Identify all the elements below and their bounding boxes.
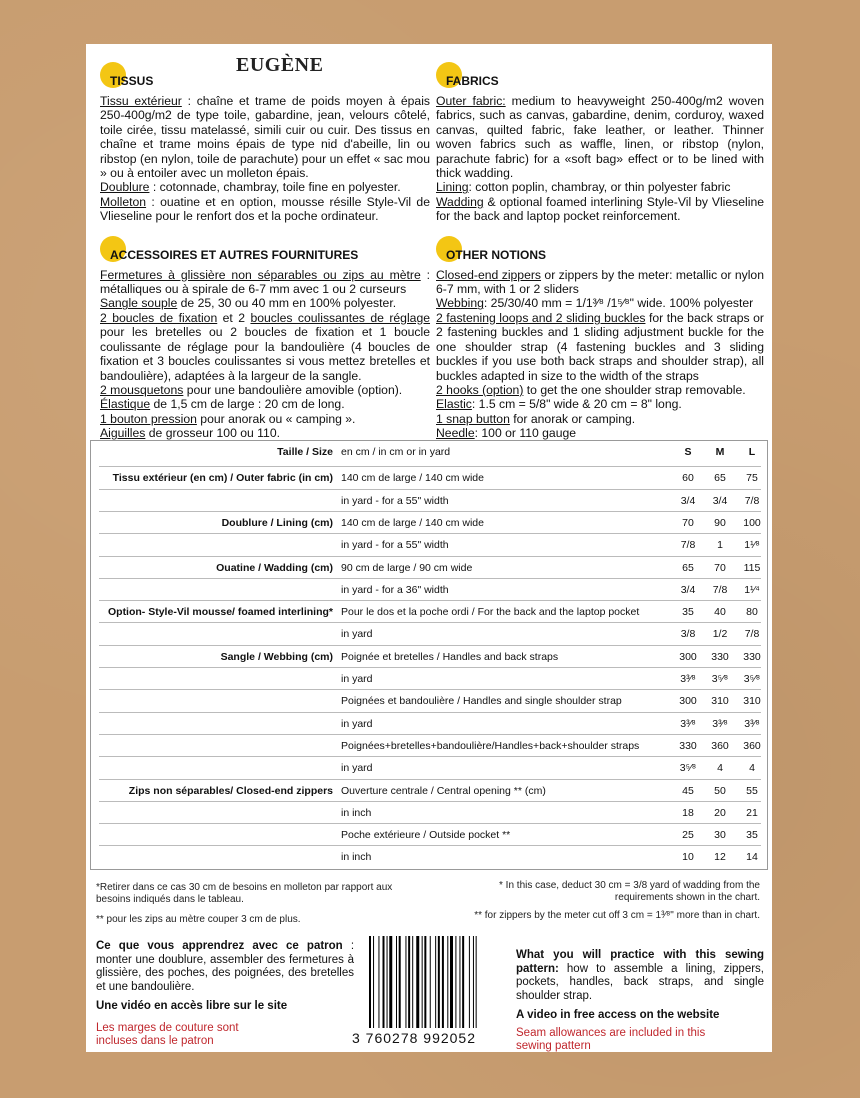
section-head-tissus: TISSUS: [100, 70, 430, 94]
barcode-bar: [435, 936, 436, 1028]
cell-s: 3⁵⁄⁸: [679, 762, 697, 775]
cell-s: 3/8: [680, 628, 696, 641]
cell-s: 7/8: [680, 539, 696, 552]
size-requirements-table: [90, 440, 768, 870]
cell-desc: in yard: [341, 717, 373, 730]
table-header-row: Taille / Size en cm / in cm or in yard S M L: [277, 446, 756, 458]
barcode-bar: [387, 936, 388, 1028]
barcode-bar: [405, 936, 406, 1028]
cell-desc: in inch: [341, 851, 372, 864]
table-row: [91, 713, 767, 735]
barcode-bar: [473, 936, 474, 1028]
cell-desc: in yard: [341, 628, 373, 641]
table-row: [91, 757, 767, 779]
note-en-2: ** for zippers by the meter cut off 3 cm = 1³⁄⁸" more than in chart.: [474, 910, 760, 921]
table-row: [91, 735, 767, 757]
barcode-bar: [378, 936, 379, 1028]
barcode-bar: [455, 936, 456, 1028]
cell-s: 25: [682, 829, 694, 842]
cell-l: 330: [743, 650, 761, 663]
cell-s: 3³⁄⁸: [680, 717, 696, 730]
cell-m: 40: [714, 606, 726, 619]
cell-m: 70: [714, 561, 726, 574]
cell-s: 10: [682, 851, 694, 864]
table-row: [91, 646, 767, 668]
barcode-bar: [396, 936, 397, 1028]
learn-en-block: What you will practice with this sewing pattern: how to assemble a lining, zippers, pockets, handles, back straps, and single shoulder strap. A video in free access on the website Seam allowances are included in this sewing pattern: [516, 949, 764, 1052]
barcode-bar: [383, 936, 385, 1028]
cell-desc: 90 cm de large / 90 cm wide: [341, 561, 473, 574]
cell-m: 50: [714, 784, 726, 797]
cell-m: 310: [711, 695, 729, 708]
cell-desc: 140 cm de large / 140 cm wide: [341, 516, 484, 529]
note-en-1: * In this case, deduct 30 cm = 3/8 yard of wadding from the requirements shown in the chart.: [499, 880, 760, 903]
cell-m: 3/4: [712, 494, 728, 507]
section-head-notions: OTHER NOTIONS: [436, 244, 764, 268]
cell-s: 18: [682, 806, 694, 819]
table-row: [91, 846, 767, 868]
table-row: [91, 668, 767, 690]
barcode-bar: [369, 936, 371, 1028]
cell-label: Ouatine / Wadding (cm): [216, 561, 333, 574]
cell-m: 30: [714, 829, 726, 842]
cell-m: 3³⁄⁸: [712, 717, 728, 730]
cell-s: 65: [682, 561, 694, 574]
cell-label: Doublure / Lining (cm): [221, 516, 333, 529]
cell-s: 35: [682, 606, 694, 619]
cell-desc: in inch: [341, 806, 372, 819]
cell-l: 75: [746, 472, 758, 485]
cell-l: 100: [743, 516, 761, 529]
cell-desc: in yard - for a 55" width: [341, 494, 449, 507]
cell-m: 4: [717, 762, 723, 775]
cell-desc: in yard - for a 36" width: [341, 583, 449, 596]
english-column: [436, 44, 764, 441]
table-row: [91, 512, 767, 534]
cell-desc: Pour le dos et la poche ordi / For the back and the laptop pocket: [341, 606, 640, 619]
table-row: [91, 557, 767, 579]
cell-m: 330: [711, 650, 729, 663]
cell-l: 1¹⁄⁴: [744, 583, 760, 596]
cell-desc: 140 cm de large / 140 cm wide: [341, 472, 484, 485]
cell-s: 45: [682, 784, 694, 797]
cell-l: 55: [746, 784, 758, 797]
cell-l: 3⁵⁄⁸: [743, 673, 761, 685]
cell-m: 1/2: [712, 628, 728, 641]
cell-desc: Ouverture centrale / Central opening ** (cm): [341, 784, 546, 797]
cell-l: 115: [743, 561, 761, 574]
cell-l: 360: [743, 739, 761, 752]
cell-l: 14: [746, 851, 758, 864]
table-row: [91, 579, 767, 601]
cell-s: 300: [679, 650, 697, 663]
cell-desc: in yard: [341, 762, 373, 775]
cell-desc: Poignées+bretelles+bandoulière/Handles+back+shoulder straps: [341, 739, 640, 752]
cell-m: 7/8: [712, 583, 728, 596]
cell-desc: Poignées et bandoulière / Handles and single shoulder strap: [341, 695, 622, 708]
fabrics-text: Outer fabric: medium to heavyweight 250-400g/m2 woven fabrics, such as canvas, gabardine, denim, corduroy, waxed canvas, quilted fabric, fake leather, or leather. Thinner woven fabrics such as waffle, linen, or ribstop (nylon, parachute fabric) for a «soft bag» effect or to be lined with thick wadding. Lining: cotton poplin, chambray, or thin polyester fabric Wadding & optional foamed interlining Style-Vil by Vlieseline for the back and laptop pocket reinforcement.: [436, 94, 764, 224]
pattern-title: EUGÈNE: [236, 54, 324, 76]
cell-m: 20: [714, 806, 726, 819]
barcode-bar: [416, 936, 419, 1028]
cell-s: 330: [679, 739, 697, 752]
barcode-bar: [447, 936, 448, 1028]
pattern-instruction-sheet: [86, 44, 772, 1052]
accessoires-text: Fermetures à glissière non séparables ou zips au mètre : métalliques ou à spirale de 6-7 mm avec 1 ou 2 curseurs Sangle souple de 25, 30 ou 40 mm en 100% polyester. 2 boucles de fixation et 2 boucles coulissantes de réglage pour les bretelles ou 2 boucles de fixation et 1 boucle coulissante de réglage pour la bandoulière (4 boucles de fixation et 3 boucles coulissantes si vous mettez bretelles et bandoulière), adaptées à la largeur de la sangle. 2 mousquetons pour une bandoulière amovible (option). Élastique de 1,5 cm de large : 20 cm de long. 1 bouton pression pour anorak ou « camping ». Aiguilles de grosseur 100 ou 110.: [100, 267, 431, 441]
barcode-bar: [422, 936, 423, 1028]
cell-m: 12: [714, 851, 726, 864]
cell-desc: Poche extérieure / Outside pocket **: [341, 829, 511, 842]
barcode-bar: [450, 936, 453, 1028]
cell-desc: in yard: [341, 673, 373, 685]
note-fr-1: *Retirer dans ce cas 30 cm de besoins en molleton par rapport aux besoins indiqués dans le tableau.: [96, 882, 393, 905]
cell-l: 4: [749, 762, 755, 775]
cell-s: 60: [682, 472, 694, 485]
barcode-bar: [469, 936, 470, 1028]
barcode-bar: [430, 936, 431, 1028]
cell-l: 7/8: [744, 494, 760, 507]
cell-label: Tissu extérieur (en cm) / Outer fabric (in cm): [112, 472, 333, 485]
cell-l: 1¹⁄⁸: [744, 539, 760, 552]
tissus-text: Tissu extérieur : chaîne et trame de poids moyen à épais 250-400g/m2 de type toile, gabardine, jean, velours côtelé, toile cirée, tissu matelassé, simili cuir ou cuir. Des tissus en chaîne et trame moins épais de type nid d'abeille, lin ou ribstop (en nylon, toile de parachute) pour un effet « sac mou » ou à entoiler avec un molleton épais. Doublure : cotonnade, chambray, toile fine en polyester. Molleton : ouatine et en option, mousse résille Style-Vil de Vlieseline pour le renfort dos et la poche ordinateur.: [100, 94, 430, 224]
cell-l: 35: [746, 829, 758, 842]
cell-s: 70: [682, 516, 694, 529]
cell-label: Option- Style-Vil mousse/ foamed interlining*: [107, 606, 333, 619]
table-row: [91, 623, 767, 645]
table-row: [91, 690, 767, 712]
section-head-fabrics: FABRICS: [436, 70, 764, 94]
cell-m: 90: [714, 516, 726, 529]
barcode-bar: [408, 936, 410, 1028]
cell-desc: Poignée et bretelles / Handles and back straps: [341, 650, 559, 663]
cell-l: 21: [746, 806, 758, 819]
table-row: [91, 780, 767, 802]
barcode-bar: [399, 936, 401, 1028]
barcode-bar: [373, 936, 374, 1028]
cell-l: 80: [746, 606, 758, 619]
table-row: [91, 824, 767, 846]
notions-text: Closed-end zippers or zippers by the meter: metallic or nylon 6-7 mm, with 1 or 2 sliders Webbing: 25/30/40 mm = 1/1³⁄⁸ /1⁵⁄⁸" wide. 100% polyester 2 fastening loops and 2 sliding buckles for the back straps or 2 fastening buckles and 1 sliding adjustment buckle for the one shoulder strap (4 fastening buckles and 3 sliding buckles if you use both back straps and shoulder strap), all buckles adapted in size to the width of the straps 2 hooks (option) to get the one shoulder strap removable. Elastic: 1.5 cm = 5/8" wide & 20 cm = 8" long. 1 snap button for anorak or camping. Needle: 100 or 110 gauge: [436, 267, 764, 441]
barcode-bar: [442, 936, 444, 1028]
cell-s: 3/4: [680, 494, 696, 507]
barcode-bar: [424, 936, 426, 1028]
cell-m: 360: [711, 739, 729, 752]
cell-m: 3⁵⁄⁸: [711, 673, 729, 685]
cell-l: 310: [743, 695, 761, 708]
table-row: [91, 490, 767, 512]
barcode-bar: [459, 936, 460, 1028]
barcode-bar: [476, 936, 477, 1028]
barcode-image: [367, 936, 497, 1034]
cell-label: Zips non séparables/ Closed-end zippers: [128, 784, 333, 797]
barcode-bar: [438, 936, 440, 1028]
barcode-bar: [389, 936, 392, 1028]
cell-l: 3³⁄⁸: [744, 717, 760, 730]
cell-m: 1: [717, 539, 723, 552]
learn-fr-block: Ce que vous apprendrez avec ce patron : monter une doublure, assembler des fermetures à glissière, des poches, des poignées, des bretelles et une bandoulière. Une vidéo en accès libre sur le site Les marges de couture sont incluses dans le patron: [96, 940, 355, 1047]
french-column: [100, 44, 430, 441]
table-row: [91, 467, 767, 489]
cell-desc: in yard - for a 55" width: [341, 539, 449, 552]
cell-s: 3³⁄⁸: [680, 673, 696, 685]
barcode-bar: [412, 936, 413, 1028]
barcode-bar: [462, 936, 464, 1028]
cell-s: 3/4: [680, 583, 696, 596]
section-head-accessoires: ACCESSOIRES ET AUTRES FOURNITURES: [100, 244, 430, 268]
cell-m: 65: [714, 472, 726, 485]
note-fr-2: ** pour les zips au mètre couper 3 cm de plus.: [96, 914, 301, 925]
cell-l: 7/8: [744, 628, 760, 641]
barcode-number: 3 760278 992052: [352, 1030, 476, 1046]
cell-s: 300: [679, 695, 697, 708]
table-row: [91, 534, 767, 556]
cell-label: Sangle / Webbing (cm): [220, 650, 333, 663]
table-row: [91, 802, 767, 824]
table-row: [91, 601, 767, 623]
